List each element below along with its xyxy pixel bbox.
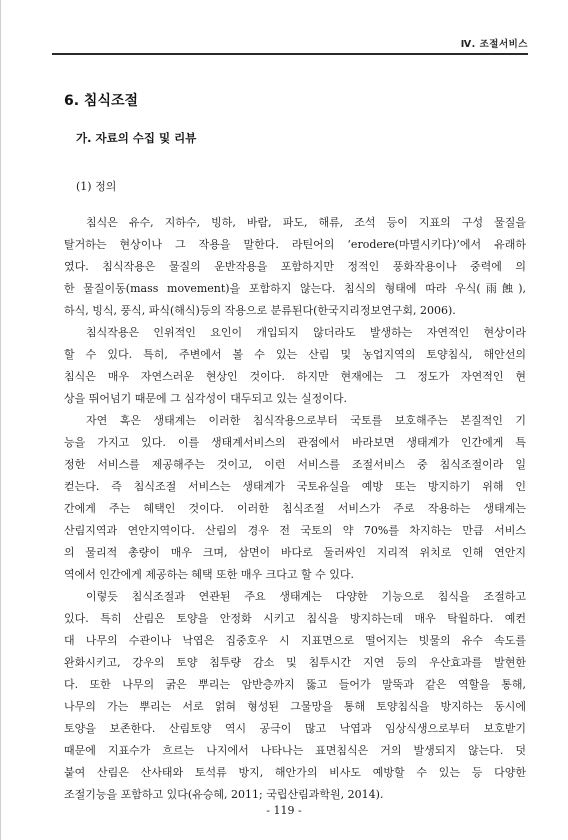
page-left-edge xyxy=(0,0,1,840)
body-line: 역에서 인간에게 제공하는 혜택 또한 매우 크다고 할 수 있다. xyxy=(64,568,354,581)
body-line: 완화시키고, 강우의 토양 침투량 감소 및 침투시간 지연 등의 우산효과를 발현한 xyxy=(64,656,526,669)
body-text xyxy=(64,212,526,806)
body-line: 대 나무의 수관이나 낙엽은 집중호우 시 지표면으로 떨어지는 빗물의 유수 속도를 xyxy=(64,634,526,647)
body-line: 때문에 지표수가 흐르는 나지에서 나타나는 표면침식은 거의 발생되지 않는다. 덧 xyxy=(64,744,526,757)
body-line: 의 물리적 총량이 매우 크며, 삼면이 바다로 둘러싸인 지리적 위치로 인해 연안지 xyxy=(64,546,526,559)
body-line: 하식, 빙식, 풍식, 파식(해식)등의 작용으로 분류된다(한국지리정보연구회, 2006). xyxy=(64,304,456,317)
subsection-title: 가. 자료의 수집 및 리뷰 xyxy=(76,131,197,145)
body-line: 조절기능을 포함하고 있다(유승혜, 2011; 국립산림과학원, 2014). xyxy=(64,788,384,801)
body-line: 능을 가지고 있다. 이를 생태계서비스의 관점에서 바라보면 생태계가 인간에게 특 xyxy=(64,436,526,449)
body-line: 있다. 특히 산림은 토양을 안정화 시키고 침식을 방지하는데 매우 탁월하다. 예컨 xyxy=(64,612,526,625)
body-line: 붙여 산림은 산사태와 토석류 방지, 해안가의 비사도 예방할 수 있는 등 다양한 xyxy=(64,766,526,779)
body-line: 정한 서비스를 제공해주는 것이고, 이런 서비스를 조절서비스 중 침식조절이라 일 xyxy=(64,458,526,471)
page-number: - 119 - xyxy=(266,804,302,817)
body-line: 침식은 매우 자연스러운 현상인 것이다. 하지만 현재에는 그 정도가 자연적인 현 xyxy=(64,370,526,383)
body-line: 이렇듯 침식조절과 연관된 주요 생태계는 다양한 기능으로 침식을 조절하고 xyxy=(86,590,526,603)
body-line: 나무의 가는 뿌리는 서로 얽혀 형성된 그물망을 통해 토양침식을 방지하는 동시에 xyxy=(64,700,526,713)
running-header: Ⅳ. 조절서비스 xyxy=(460,39,528,50)
body-line: 한 물질이동(mass movement)을 포함하지 않는다. 침식의 형태에 따라 우식(雨蝕), xyxy=(64,282,526,295)
body-line: 토양을 보존한다. 산림토양 역시 공극이 많고 낙엽과 임상식생으로부터 보호받기 xyxy=(64,722,526,735)
body-line: 산림지역과 연안지역이다. 산림의 경우 전 국토의 약 70%를 차지하는 만큼 서비스 xyxy=(64,524,526,537)
body-line: 다. 또한 나무의 굵은 뿌리는 암반층까지 뚫고 들어가 말뚝과 같은 역할을 통해, xyxy=(64,678,526,691)
body-line: 탈거하는 현상이나 그 작용을 말한다. 라틴어의 ‘erodere(마멸시키다)’에서 유래하 xyxy=(64,238,526,251)
body-line: 간에게 주는 혜택인 것이다. 이러한 침식조절 서비스가 주로 작용하는 생태계는 xyxy=(64,502,526,515)
section-title: 6. 침식조절 xyxy=(64,93,139,109)
body-line: 컫는다. 즉 침식조절 서비스는 생태계가 국토유실을 예방 또는 방지하기 위해 인 xyxy=(64,480,526,493)
subsubsection-title: (1) 정의 xyxy=(76,180,117,193)
body-line: 할 수 있다. 특히, 주변에서 볼 수 있는 산림 및 농업지역의 토양침식, 해안선의 xyxy=(64,348,526,361)
body-line: 침식작용은 인위적인 요인이 개입되지 않더라도 발생하는 자연적인 현상이라 xyxy=(86,326,526,339)
body-line: 였다. 침식작용은 물질의 운반작용을 포함하지만 정적인 풍화작용이나 중력에 의 xyxy=(64,260,526,273)
header-rule xyxy=(52,53,528,55)
body-line: 상을 뛰어넘기 때문에 그 심각성이 대두되고 있는 실정이다. xyxy=(64,392,347,405)
body-line: 자연 혹은 생태계는 이러한 침식작용으로부터 국토를 보호해주는 본질적인 기 xyxy=(86,414,526,427)
body-line: 침식은 유수, 지하수, 빙하, 바람, 파도, 해류, 조석 등이 지표의 구성 물질을 xyxy=(86,216,526,229)
